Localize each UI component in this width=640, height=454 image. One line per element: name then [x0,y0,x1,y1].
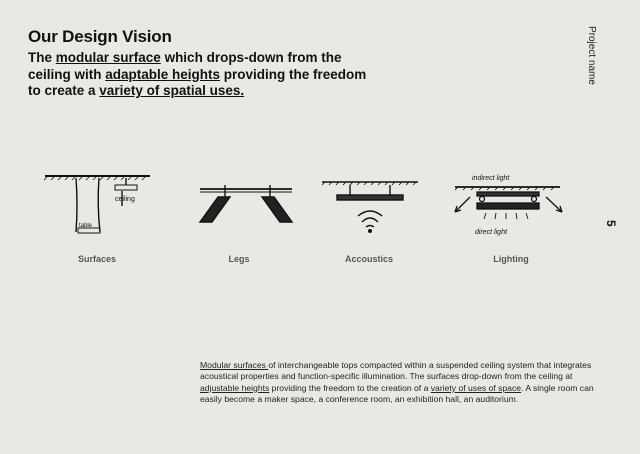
accoustics-sketch [322,182,418,232]
body-underline: variety of uses of space [430,382,522,393]
body-underline: Modular surfaces [200,360,269,370]
page-number: 5 [604,220,618,227]
table-label: table [79,223,93,229]
caption-accoustics: Accoustics [344,254,394,264]
lighting-sketch [455,187,562,219]
caption-surfaces: Surfaces [77,254,117,264]
direct-light-label: direct light [475,229,507,236]
subtitle-text: which drops-down from the ceiling with [28,50,342,82]
project-name-label: Project name [586,26,597,85]
subtitle-underline: variety of spatial uses. [99,83,245,98]
body-text: providing the freedom to the creation of a [269,382,431,393]
subtitle-text: The [28,50,56,65]
body-text: . A single room can easily become a maker space, a conference room, an exhibition hall, an auditorium. [200,382,594,405]
body-text: of interchangeable tops compacted within a suspended ceiling system that integrates acoustical properties and function-specific illumination. The surfaces drop-down from the ceiling at [200,360,592,382]
ceiling-label: ceiling [115,196,135,203]
subtitle-underline: adaptable heights [105,66,221,82]
legs-sketch [200,185,292,222]
indirect-light-label: indirect light [472,175,510,182]
surfaces-sketch [44,176,150,233]
subtitle-underline: modular surface [55,50,161,65]
caption-lighting: Lighting [493,254,529,264]
page-title: Our Design Vision [28,27,172,46]
subtitle-text: providing the freedom to create a [28,66,367,98]
body-paragraph [200,360,595,406]
caption-legs: Legs [228,254,250,264]
body-underline: adjustable heights [200,382,270,393]
